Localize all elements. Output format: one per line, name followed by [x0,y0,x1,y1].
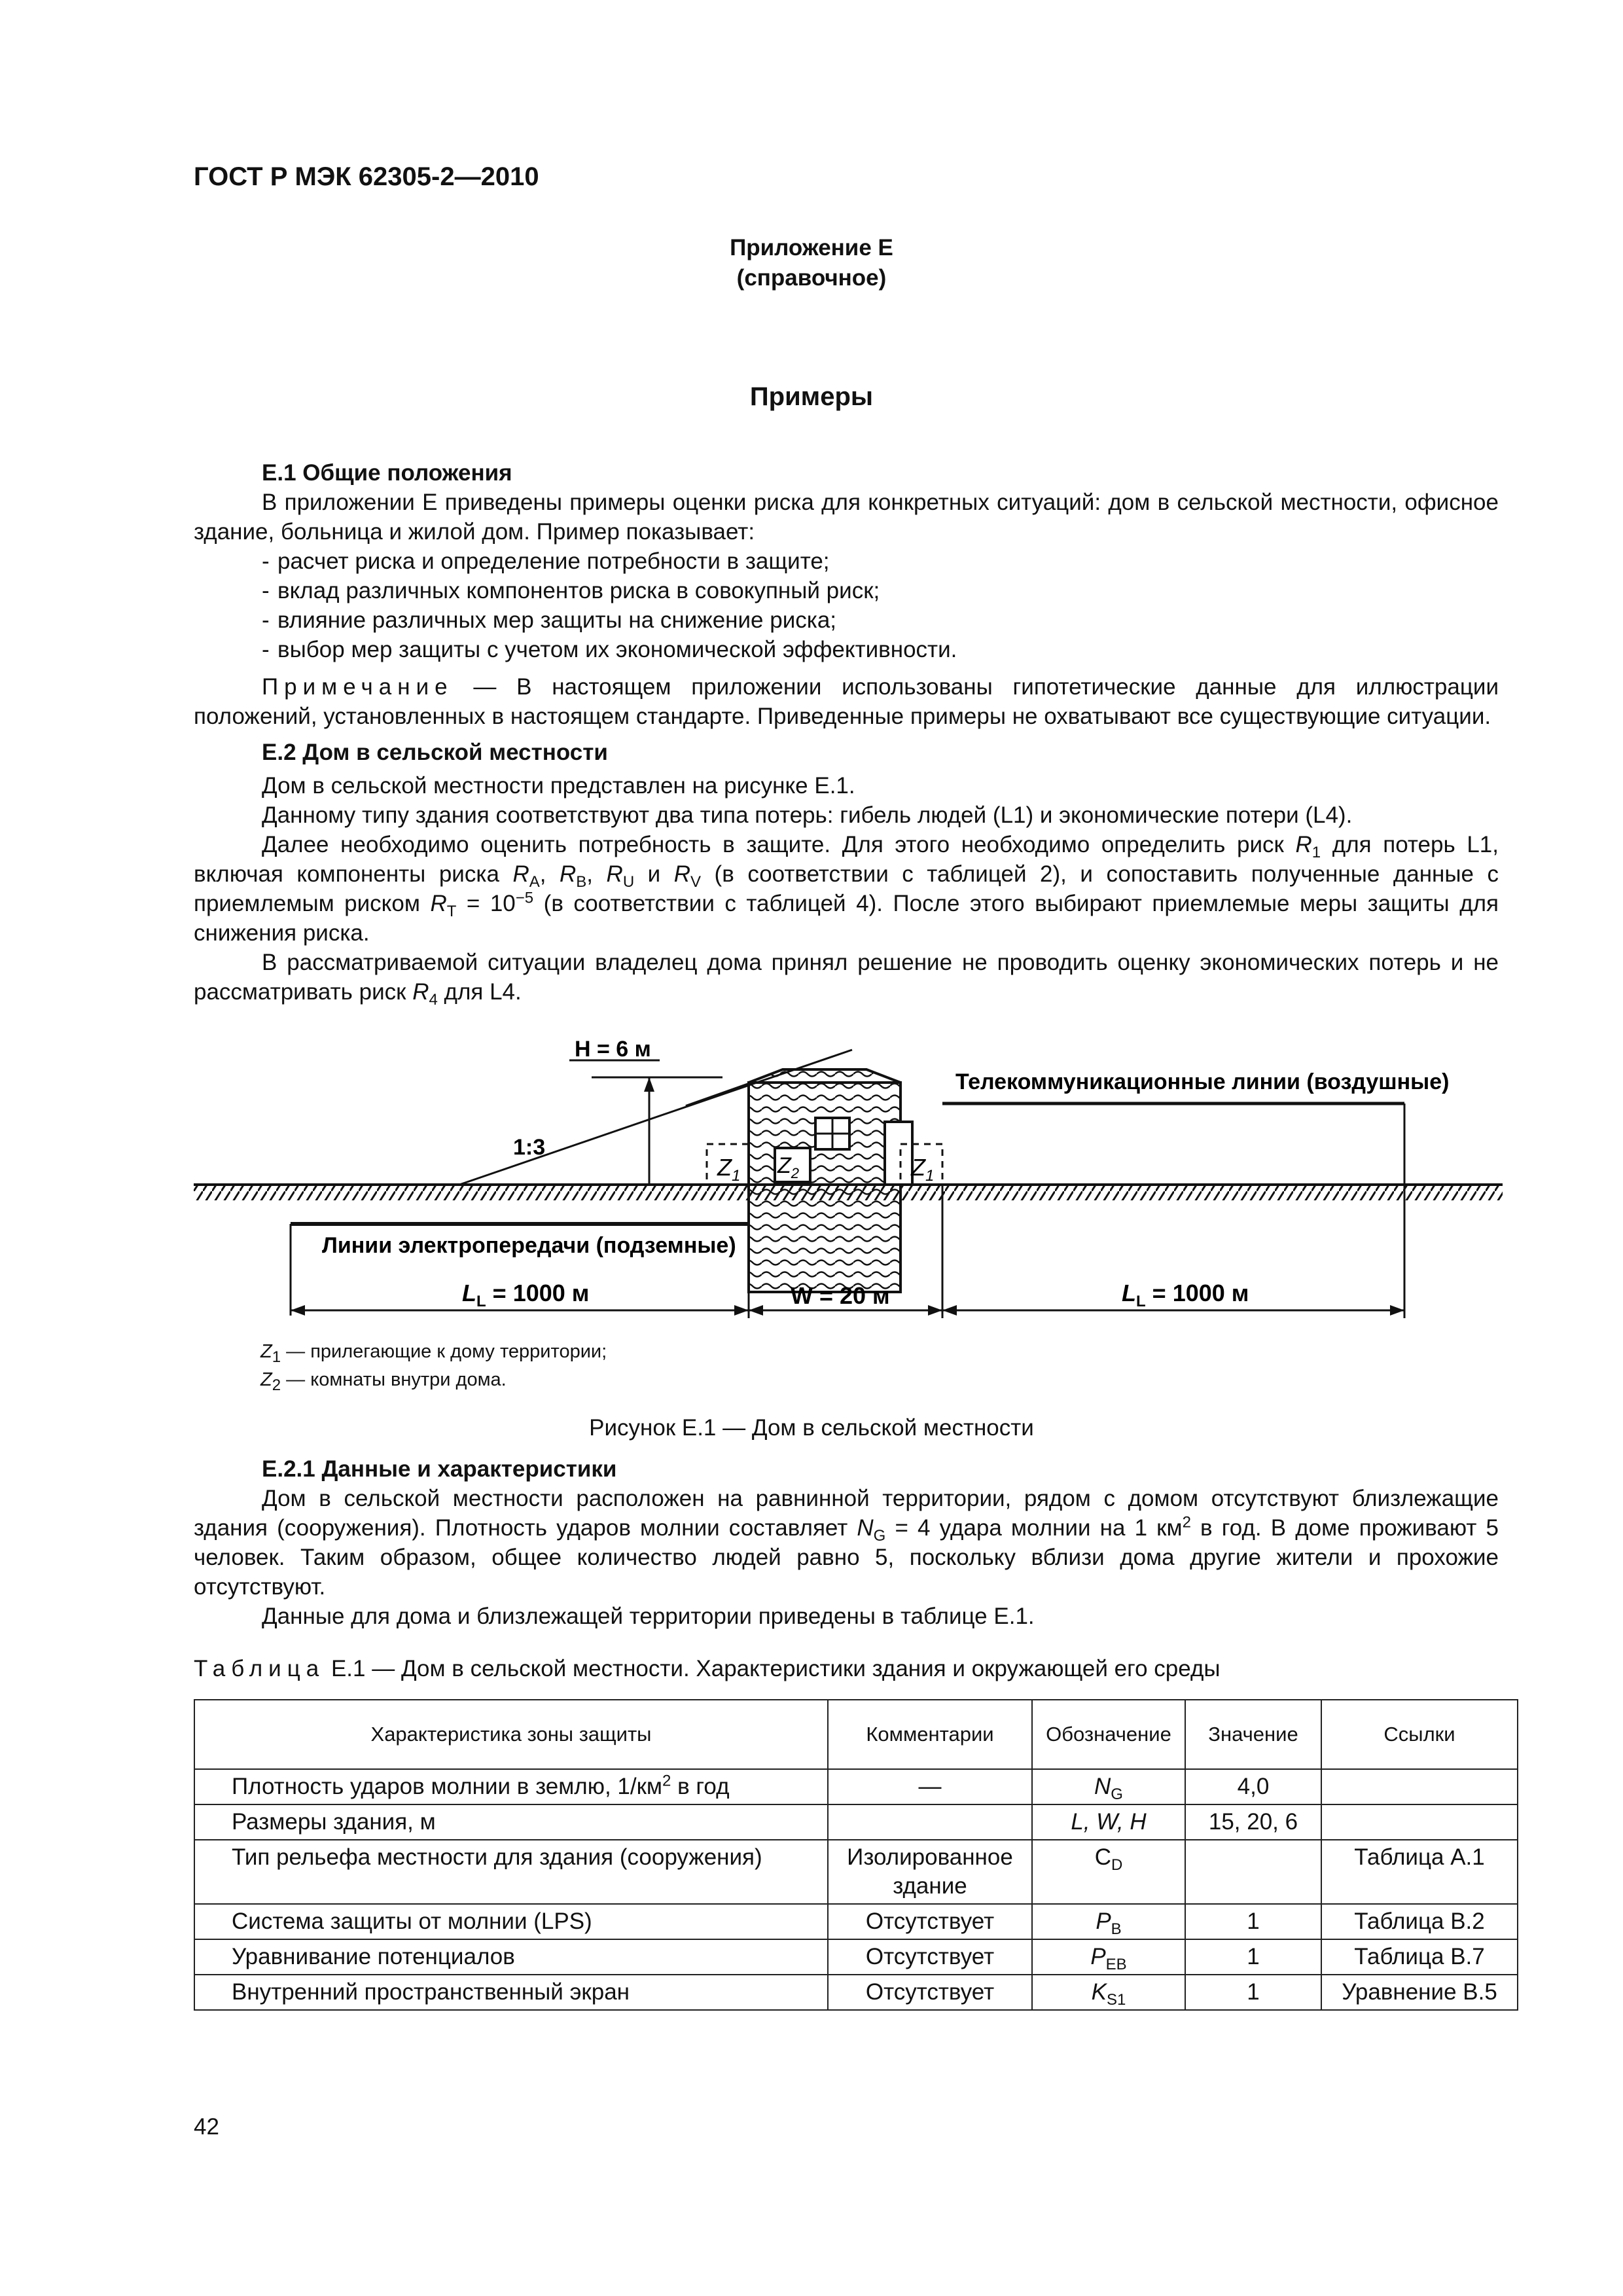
annex-heading [0,233,1623,293]
z1-left-label: $Z_1$ [717,1154,741,1185]
table-cell-reference [1321,1804,1518,1840]
section-e21-p1: Дом в сельской местности расположен на равнинной территории, рядом с домом отсутствуют близлежащие здания (сооружения). Плотность ударов молнии составляет $N_G = 4$ удара молнии на 1 $км^2$ в год. В доме проживают 5 человек. Таким образом, общее количество людей равно 5, поскольку вблизи дома другие жители и прохожие отсутствуют. [194,1486,1499,1600]
list-item: - вклад различных компонентов риска в совокупный риск; [262,578,880,603]
standard-code: ГОСТ Р МЭК 62305-2—2010 [194,162,539,191]
table-cell-reference: Таблица В.7 [1321,1939,1518,1975]
characteristics-table [194,1699,1518,2011]
right-length-label: $L_L = 1000$ м [1122,1280,1249,1310]
note-text: — В настоящем приложении использованы гипотетические данные для иллюстрации положений, установленных в настоящем стандарте. Приведенные примеры не охватывают все существующие ситуации. [194,674,1499,729]
section-e2-p2: Данному типу здания соответствуют два типа потерь: гибель людей (L1) и экономические потери (L4). [262,802,1353,828]
figure-legend [260,1338,607,1394]
table-cell-comment [828,1804,1032,1840]
table-cell-characteristic: Размеры здания, м [194,1804,828,1840]
z2-label: $Z_2$ [777,1153,800,1181]
table-row [194,1804,1518,1840]
table-cell-value: 15, 20, 6 [1185,1804,1321,1840]
table-row [194,1840,1518,1904]
slope-label: 1:3 [513,1135,546,1160]
table-row [194,1939,1518,1975]
table-header-row [194,1700,1518,1769]
section-e1-note [194,672,1499,731]
figure-caption: Рисунок Е.1 — Дом в сельской местности [589,1415,1034,1441]
table-cell-comment: Изолированное здание [828,1840,1032,1904]
figure-e1-diagram [194,1033,1503,1340]
table-cell-comment: Отсутствует [828,1904,1032,1939]
table-cell-characteristic: Система защиты от молнии (LPS) [194,1904,828,1939]
telecom-label: Телекоммуникационные линии (воздушные) [955,1069,1450,1094]
table-cell-characteristic: Внутренний пространственный экран [194,1975,828,2010]
table-cell-symbol: $P_{EB}$ [1032,1939,1185,1975]
table-cell-reference: Уравнение В.5 [1321,1975,1518,2010]
table-row [194,1904,1518,1939]
height-label: H = 6 м [575,1037,651,1062]
page-number: 42 [194,2114,219,2140]
table-cell-characteristic: Уравнивание потенциалов [194,1939,828,1975]
table-cell-symbol: $P_B$ [1032,1904,1185,1939]
list-item: - влияние различных мер защиты на снижение риска; [262,607,837,633]
z1-right-label: $Z_1$ [911,1154,935,1185]
section-e2-p3: Далее необходимо оценить потребность в защите. Для этого необходимо определить риск $R_1$ для потерь L1, включая компоненты риска $R_A$, $R_B$, $R_U$ и $R_V$ (в соответствии с таблицей 2), и сопоставить полученные данные с приемлемым риском $R_T = 10^{-5}$ (в соответствии с таблицей 4). После этого выбирают приемлемые меры защиты для снижения риска. [194,832,1499,946]
table-header-cell: Значение [1185,1700,1321,1769]
table-cell-value: 1 [1185,1939,1321,1975]
legend-z1: $Z_1$ — прилегающие к дому территории; [260,1341,607,1366]
house [749,1069,912,1292]
note-label: Примечание [262,674,454,700]
table-row [194,1975,1518,2010]
house-door [885,1122,912,1185]
power-label: Линии электропередачи (подземные) [322,1233,736,1258]
house-roof [749,1069,901,1083]
table-header-cell: Комментарии [828,1700,1032,1769]
table-cell-comment: Отсутствует [828,1939,1032,1975]
table-cell-symbol: $C_D$ [1032,1840,1185,1904]
table-cell-value [1185,1840,1321,1904]
section-e1-list [194,547,1499,664]
table-cell-value: 1 [1185,1975,1321,2010]
table-header-cell: Ссылки [1321,1700,1518,1769]
table-cell-comment: — [828,1769,1032,1804]
table-cell-value: 1 [1185,1904,1321,1939]
text-block-lower [194,1454,1499,1631]
list-item: - расчет риска и определение потребности в защите; [262,548,830,574]
annex-status: (справочное) [736,265,887,291]
section-e21-heading: Е.2.1 Данные и характеристики [262,1456,617,1482]
left-length-label: $L_L = 1000$ м [462,1280,590,1310]
section-e2-heading: Е.2 Дом в сельской местности [262,740,608,765]
table-cell-characteristic: Плотность ударов молнии в землю, $1/км^2$ в год [194,1769,828,1804]
section-e1-heading: Е.1 Общие положения [262,460,512,486]
section-e21-p2: Данные для дома и близлежащей территории приведены в таблице Е.1. [262,1604,1035,1629]
table-header-cell: Обозначение [1032,1700,1185,1769]
section-e2-p4: В рассматриваемой ситуации владелец дома принял решение не проводить оценку экономических потерь и не рассматривать риск $R_4$ для L4. [194,950,1499,1009]
house-body [749,1083,901,1292]
table-cell-value: 4,0 [1185,1769,1321,1804]
annex-title: Приложение Е [730,235,893,260]
section-e2-p1: Дом в сельской местности представлен на рисунке Е.1. [262,773,855,798]
table-cell-reference [1321,1769,1518,1804]
table-caption: Таблица Е.1 — Дом в сельской местности. Характеристики здания и окружающей его среды [194,1656,1221,1681]
list-item: - выбор мер защиты с учетом их экономической эффективности. [262,637,957,662]
table-cell-symbol: $K_{S1}$ [1032,1975,1185,2010]
table-cell-comment: Отсутствует [828,1975,1032,2010]
width-label: W = 20 м [791,1282,890,1309]
table-cell-reference: Таблица А.1 [1321,1840,1518,1904]
table-row [194,1769,1518,1804]
table-cell-reference: Таблица В.2 [1321,1904,1518,1939]
table-cell-characteristic: Тип рельефа местности для здания (сооружения) [194,1840,828,1904]
table-cell-symbol: L, W, H [1032,1804,1185,1840]
page-title: Примеры [749,382,874,411]
legend-z2: $Z_2$ — комнаты внутри дома. [260,1369,507,1394]
section-e1-intro: В приложении Е приведены примеры оценки риска для конкретных ситуаций: дом в сельской местности, офисное здание, больница и жилой дом. Пример показывает: [194,490,1499,545]
text-block-upper [194,458,1499,1007]
table-cell-symbol: $N_G$ [1032,1769,1185,1804]
table-header-cell: Характеристика зоны защиты [194,1700,828,1769]
